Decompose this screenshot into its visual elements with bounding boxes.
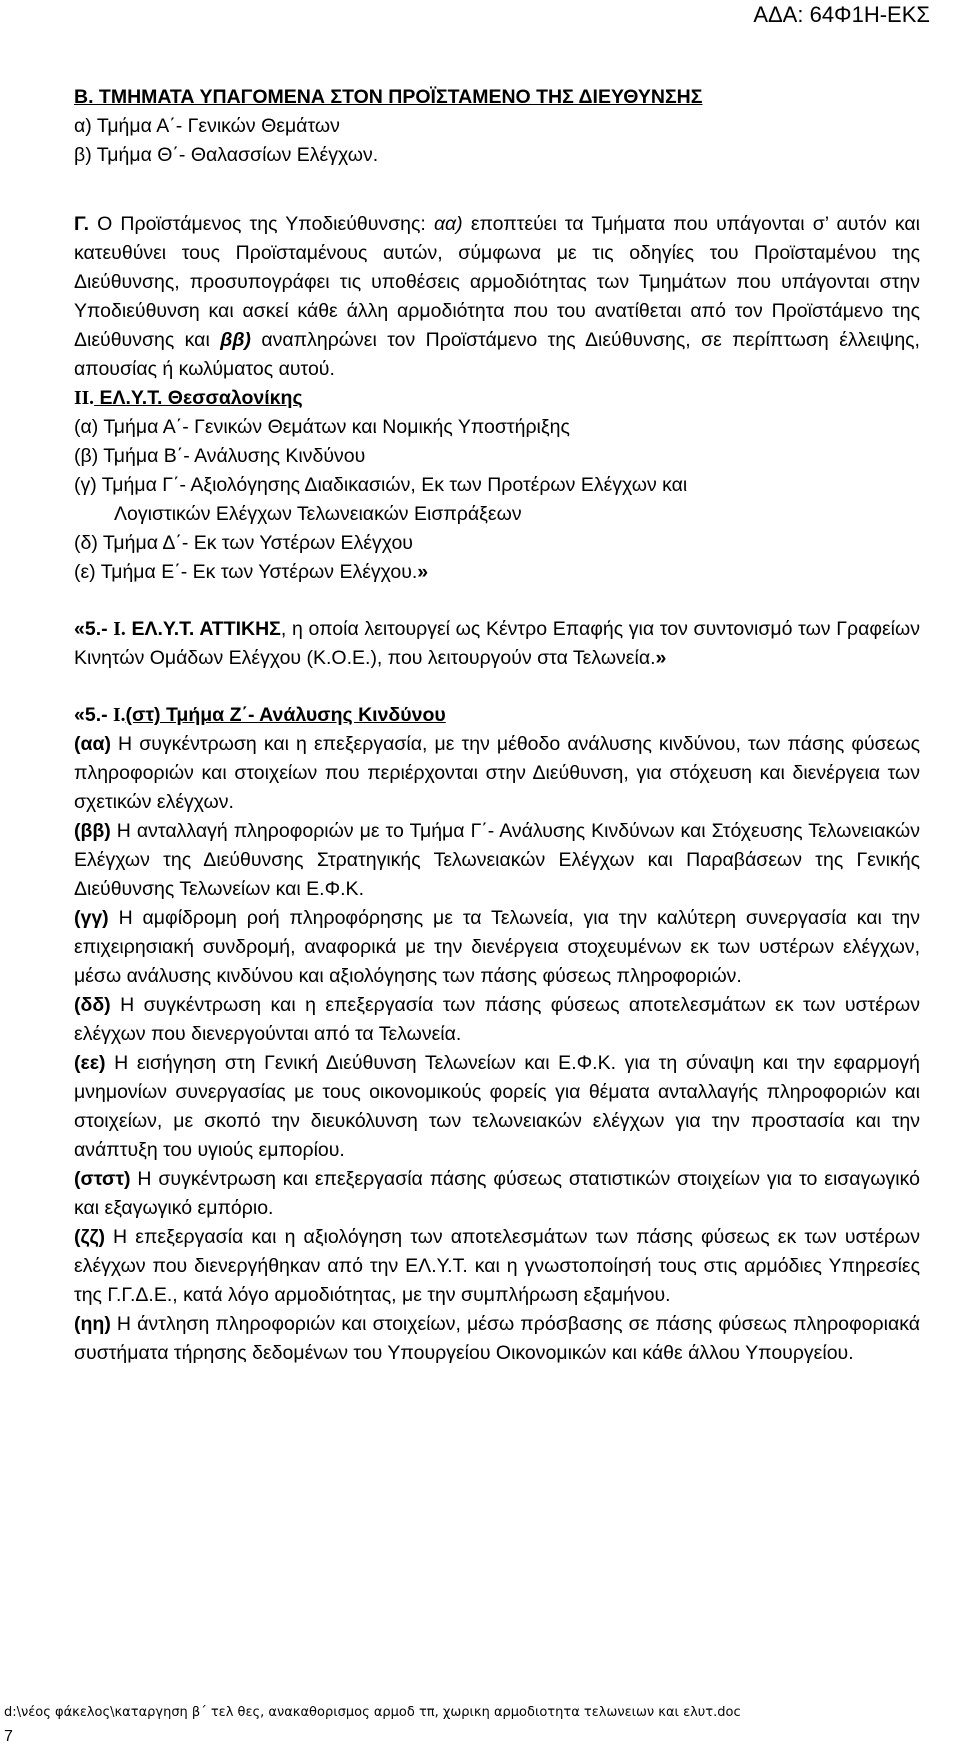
responsibility-item	[74, 991, 920, 1049]
section-ii-roman: ΙΙ.	[74, 388, 95, 409]
section-ii-item-continuation: Λογιστικών Ελέγχων Τελωνειακών Εισπράξεων	[114, 503, 522, 525]
responsibility-label: (στστ)	[74, 1168, 131, 1190]
section-ii-item: (γ) Τμήμα Γ΄- Αξιολόγησης Διαδικασιών, Εκ των Προτέρων Ελέγχων και	[74, 474, 688, 496]
responsibility-text: Η επεξεργασία και η αξιολόγηση των αποτελεσμάτων των πάσης φύσεως εκ των υστέρων ελέγχων που διενεργήθηκαν από την ΕΛ.Υ.Τ. και η γνωστοποίησή τους στις αρμόδιες Υπηρεσίες της Γ.Γ.Δ.Ε., κατά λόγο αρμοδιότητας, με την συμπλήρωση εξαμήνου.	[74, 1226, 920, 1306]
responsibility-label: (αα)	[74, 733, 111, 755]
ada-code: ΑΔΑ: 64Φ1Η-ΕΚΣ	[753, 2, 930, 27]
responsibility-item	[74, 1165, 920, 1223]
section-g-text-1: Ο Προϊστάμενος της Υποδιεύθυνσης:	[89, 213, 434, 235]
section-ii-item: (α) Τμήμα Α΄- Γενικών Θεμάτων και Νομικής Υποστήριξης	[74, 416, 570, 438]
section-st-heading: (στ) Τμήμα Ζ΄- Ανάλυσης Κινδύνου	[125, 704, 446, 726]
close-quote: »	[655, 647, 667, 669]
section-g-paragraph	[74, 210, 920, 384]
responsibility-label: (ζζ)	[74, 1226, 105, 1248]
responsibility-item	[74, 817, 920, 904]
paragraph-5-attica	[74, 615, 920, 673]
section-ii-item: (δ) Τμήμα Δ΄- Εκ των Υστέρων Ελέγχου	[74, 532, 413, 554]
section-g-text-2: εποπτεύει τα Τμήματα που υπάγονται σ’ αυτόν και κατευθύνει τους Προϊσταμένους αυτών, σύμφωνα με τις οδηγίες του Προϊσταμένου της Διεύθυνσης, προσυπογράφει τις υποθέσεις αρμοδιότητας των Τμημάτων που υπάγονται στην Υποδιεύθυνση και ασκεί κάθε άλλη αρμοδιότητα που του ανατίθεται από τον Προϊστάμενο της Διεύθυνσης και	[74, 213, 920, 351]
responsibility-item	[74, 904, 920, 991]
section-st-title	[74, 701, 920, 730]
section-st-open: «5.-	[74, 704, 114, 726]
responsibility-label: (ββ)	[74, 820, 111, 842]
responsibility-label: (δδ)	[74, 994, 111, 1016]
footer-file-path: d:\νέος φάκελος\καταργηση β΄ τελ θες, ανακαθορισμος αρμοδ τπ, χωρικη αρμοδιοτητα τελωνειων και ελυτ.doc	[4, 1705, 741, 1720]
responsibilities-list	[74, 730, 920, 1368]
section-g-text-3: αναπληρώνει τον Προϊστάμενο της Διεύθυνσης, σε περίπτωση έλλειψης, απουσίας ή κωλύματος αυτού.	[74, 329, 920, 380]
section-ii-item-last	[74, 558, 920, 587]
responsibility-text: Η άντληση πληροφοριών και στοιχείων, μέσω πρόσβασης σε πάσης φύσεως πληροφοριακά συστήματα τήρησης δεδομένων του Υπουργείου Οικονομικών και κάθε άλλου Υπουργείου.	[74, 1313, 920, 1364]
responsibility-item	[74, 1223, 920, 1310]
paragraph-5-heading: ΕΛ.Υ.Τ. ΑΤΤΙΚΗΣ	[125, 618, 281, 640]
section-ii-item: (β) Τμήμα Β΄- Ανάλυσης Κινδύνου	[74, 445, 366, 467]
responsibility-item	[74, 1310, 920, 1368]
paragraph-5-open: «5.-	[74, 618, 114, 640]
section-ii-title	[74, 384, 920, 413]
responsibility-text: Η ανταλλαγή πληροφοριών με το Τμήμα Γ΄- Ανάλυσης Κινδύνων και Στόχευσης Τελωνειακών Ελέγχων της Διεύθυνσης Στρατηγικής Τελωνειακών Ελέγχων και Παραβάσεων της Γενικής Διεύθυνσης Τελωνείων και Ε.Φ.Κ.	[74, 820, 920, 900]
close-quote: »	[417, 561, 429, 583]
responsibility-text: Η εισήγηση στη Γενική Διεύθυνση Τελωνείων και Ε.Φ.Κ. για τη σύναψη και την εφαρμογή μνημονίων συνεργασίας με τους οικονομικούς φορείς για θέματα ανταλλαγής πληροφοριών και στοιχείων, με σκοπό την διευκόλυνση των τελωνειακών ελέγχων για την προστασία και την ανάπτυξη του υγιούς εμπορίου.	[74, 1052, 920, 1161]
responsibility-item	[74, 1049, 920, 1165]
page-number: 7	[4, 1728, 13, 1745]
section-g-bb: ββ)	[220, 329, 251, 351]
section-st-roman: Ι.	[113, 705, 126, 726]
section-g-label: Γ.	[74, 213, 89, 235]
responsibility-item	[74, 730, 920, 817]
section-g-aa: αα)	[433, 213, 463, 235]
responsibility-label: (εε)	[74, 1052, 106, 1074]
responsibility-text: Η συγκέντρωση και η επεξεργασία, με την μέθοδο ανάλυσης κινδύνου, των πάσης φύσεως πληροφοριών και στοιχείων που περιέρχονται στην Διεύθυνση, για στόχευση και διενέργεια των σχετικών ελέγχων.	[74, 733, 920, 813]
responsibility-label: (ηη)	[74, 1313, 111, 1335]
section-ii-item-text: (ε) Τμήμα Ε΄- Εκ των Υστέρων Ελέγχου.	[74, 561, 418, 583]
paragraph-5-roman: Ι.	[113, 619, 126, 640]
document-body	[74, 83, 920, 1368]
responsibility-text: Η αμφίδρομη ροή πληροφόρησης με τα Τελωνεία, για την καλύτερη συνεργασία και την επιχειρησιακή συνδρομή, αναφορικά με την διενέργεια στοχευμένων εκ των υστέρων ελέγχων, μέσω ανάλυσης κινδύνου και αξιολόγησης των πάσης φύσεως πληροφοριών.	[74, 907, 920, 987]
section-b-item: β) Τμήμα Θ΄- Θαλασσίων Ελέγχων.	[74, 144, 379, 166]
section-b-title: Β. ΤΜΗΜΑΤΑ ΥΠΑΓΟΜΕΝΑ ΣΤΟΝ ΠΡΟΪΣΤΑΜΕΝΟ ΤΗΣ ΔΙΕΥΘΥΝΣΗΣ	[74, 86, 703, 108]
responsibility-text: Η συγκέντρωση και επεξεργασία πάσης φύσεως στατιστικών στοιχείων για το εισαγωγικό και εξαγωγικό εμπόριο.	[74, 1168, 920, 1219]
section-ii-name: ΕΛ.Υ.Τ. Θεσσαλονίκης	[94, 387, 303, 409]
paragraph-5-text: , η οποία λειτουργεί ως Κέντρο Επαφής για τον συντονισμό των Γραφείων Κινητών Ομάδων Ελέγχου (Κ.Ο.Ε.), που λειτουργούν στα Τελωνεία.	[74, 618, 920, 669]
section-b-item: α) Τμήμα Α΄- Γενικών Θεμάτων	[74, 115, 340, 137]
responsibility-text: Η συγκέντρωση και η επεξεργασία των πάσης φύσεως αποτελεσμάτων εκ των υστέρων ελέγχων που διενεργούνται από τα Τελωνεία.	[74, 994, 920, 1045]
responsibility-label: (γγ)	[74, 907, 109, 929]
